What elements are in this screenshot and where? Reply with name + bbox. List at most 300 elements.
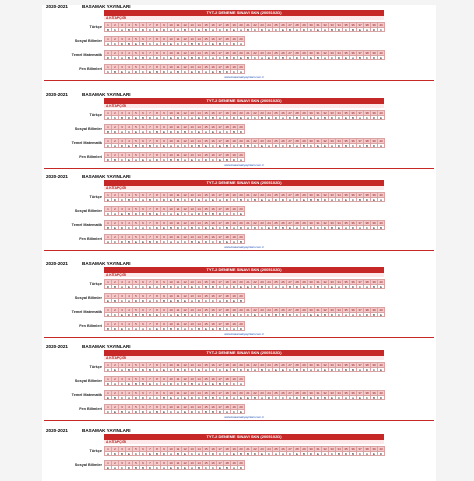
answer-letter: C: [147, 42, 154, 47]
answer-letter: E: [357, 28, 364, 33]
answer-letter: D: [294, 396, 301, 401]
exam-title: TYT-2 DENEME SINAVI SKN (2005102D): [104, 180, 384, 186]
question-number: 30: [308, 280, 315, 285]
answer-letter: B: [210, 116, 217, 121]
answer-letter: E: [357, 396, 364, 401]
publisher-name: BASAMAK YAYINLARI: [82, 174, 131, 179]
question-number: 13: [189, 447, 196, 452]
question-number: 30: [308, 139, 315, 144]
question-number: 17: [217, 447, 224, 452]
question-number: 1: [105, 139, 112, 144]
question-number: 10: [168, 51, 175, 56]
question-number: 40: [378, 193, 385, 198]
answer-letter: C: [161, 56, 168, 61]
question-number: 1: [105, 322, 112, 327]
question-number: 8: [154, 405, 161, 410]
question-number: 33: [329, 111, 336, 116]
answer-letter: E: [371, 226, 378, 231]
answer-letter: C: [112, 56, 119, 61]
school-year: 2020-2021: [46, 174, 68, 179]
question-number: 4: [126, 139, 133, 144]
answer-letter: E: [105, 466, 112, 471]
answer-grid: [104, 446, 385, 456]
question-number: 2: [112, 363, 119, 368]
question-number: 33: [329, 308, 336, 313]
answer-letter: C: [231, 212, 238, 217]
answer-letter: C: [273, 396, 280, 401]
answer-letter: B: [112, 70, 119, 75]
website-link: www.basamakyayinlari.com.tr: [224, 415, 264, 419]
answer-letter: B: [210, 410, 217, 415]
answer-letter: E: [217, 144, 224, 149]
answer-letter: D: [161, 327, 168, 332]
answer-letter: D: [147, 313, 154, 318]
answer-letter: A: [231, 327, 238, 332]
question-number: 26: [280, 280, 287, 285]
answer-letter: A: [133, 158, 140, 163]
answer-letter: D: [133, 368, 140, 373]
answer-letter: A: [175, 285, 182, 290]
answer-letter: D: [336, 56, 343, 61]
answer-letter: E: [168, 116, 175, 121]
answer-letter: C: [371, 368, 378, 373]
question-number: 4: [126, 193, 133, 198]
answer-letter: C: [112, 116, 119, 121]
answer-letter: E: [315, 452, 322, 457]
question-number: 22: [252, 23, 259, 28]
question-number: 3: [119, 23, 126, 28]
question-number: 12: [182, 377, 189, 382]
question-number: 6: [140, 207, 147, 212]
answer-letter: D: [259, 28, 266, 33]
answer-letter: D: [280, 198, 287, 203]
answer-letter: E: [147, 70, 154, 75]
answer-letter: C: [280, 396, 287, 401]
question-number: 19: [231, 377, 238, 382]
answer-letter: E: [238, 56, 245, 61]
question-number: 28: [294, 193, 301, 198]
question-number: 11: [175, 308, 182, 313]
answer-grid: [104, 220, 385, 230]
answer-letter: E: [343, 56, 350, 61]
subject-name: Fen Bilimleri: [79, 154, 102, 159]
booklet-label: A KİTAPÇIĞI: [104, 186, 384, 190]
answer-letter: D: [119, 240, 126, 245]
answer-letter: E: [154, 327, 161, 332]
answer-letter: C: [301, 226, 308, 231]
question-number: 23: [259, 447, 266, 452]
question-number: 40: [378, 51, 385, 56]
answer-letter: E: [112, 226, 119, 231]
answer-letter: A: [245, 116, 252, 121]
question-number: 15: [203, 235, 210, 240]
answer-letter: E: [259, 452, 266, 457]
question-number: 12: [182, 294, 189, 299]
question-number: 2: [112, 461, 119, 466]
answer-letter: A: [196, 382, 203, 387]
school-year: 2020-2021: [46, 92, 68, 97]
question-number: 5: [133, 308, 140, 313]
question-number: 11: [175, 193, 182, 198]
answer-letter: A: [105, 452, 112, 457]
answer-letter: B: [336, 452, 343, 457]
question-number: 19: [231, 461, 238, 466]
answer-letter: C: [364, 116, 371, 121]
answer-letter: E: [168, 42, 175, 47]
question-number: 29: [301, 391, 308, 396]
question-number: 19: [231, 51, 238, 56]
publisher-name: BASAMAK YAYINLARI: [82, 261, 131, 266]
answer-letter: A: [119, 368, 126, 373]
question-number: 3: [119, 51, 126, 56]
answer-letter: B: [259, 368, 266, 373]
answer-letter: D: [196, 70, 203, 75]
question-number: 1: [105, 235, 112, 240]
question-number: 13: [189, 322, 196, 327]
question-number: 17: [217, 153, 224, 158]
question-number: 27: [287, 193, 294, 198]
question-number: 9: [161, 405, 168, 410]
question-number: 27: [287, 51, 294, 56]
question-number: 12: [182, 391, 189, 396]
question-number: 27: [287, 23, 294, 28]
answer-letter: E: [126, 452, 133, 457]
question-number: 10: [168, 363, 175, 368]
question-number: 23: [259, 111, 266, 116]
question-number: 2: [112, 23, 119, 28]
question-number: 4: [126, 391, 133, 396]
question-number: 6: [140, 111, 147, 116]
answer-letter: B: [238, 299, 245, 304]
question-number: 17: [217, 322, 224, 327]
answer-letter: C: [231, 382, 238, 387]
question-number: 9: [161, 111, 168, 116]
answer-letter: D: [196, 42, 203, 47]
question-number: 20: [238, 23, 245, 28]
answer-letter: E: [119, 212, 126, 217]
question-number: 5: [133, 280, 140, 285]
answer-letter: A: [203, 368, 210, 373]
question-number: 12: [182, 37, 189, 42]
answer-letter: C: [301, 56, 308, 61]
answer-letter: E: [168, 198, 175, 203]
answer-letter: D: [119, 226, 126, 231]
answer-letter: D: [364, 198, 371, 203]
answer-letter: C: [252, 116, 259, 121]
answer-letter: C: [154, 466, 161, 471]
answer-letter: D: [231, 158, 238, 163]
question-number: 20: [238, 377, 245, 382]
answer-letter: A: [175, 240, 182, 245]
question-number: 37: [357, 221, 364, 226]
question-number: 15: [203, 207, 210, 212]
question-number: 4: [126, 447, 133, 452]
question-number: 17: [217, 23, 224, 28]
answer-letter: B: [231, 368, 238, 373]
answer-letter: E: [105, 198, 112, 203]
question-number: 2: [112, 235, 119, 240]
question-number: 23: [259, 51, 266, 56]
question-number: 17: [217, 139, 224, 144]
question-number: 16: [210, 235, 217, 240]
answer-letter: D: [105, 56, 112, 61]
answer-letter: E: [245, 285, 252, 290]
answer-letter: B: [231, 130, 238, 135]
divider-line: [44, 80, 434, 81]
question-number: 26: [280, 447, 287, 452]
answer-letter: A: [273, 285, 280, 290]
answer-letter: D: [140, 212, 147, 217]
question-number: 19: [231, 405, 238, 410]
question-number: 29: [301, 111, 308, 116]
answer-letter: C: [210, 158, 217, 163]
question-number: 16: [210, 308, 217, 313]
question-number: 8: [154, 153, 161, 158]
question-number: 18: [224, 322, 231, 327]
answer-letter: C: [336, 116, 343, 121]
answer-letter: C: [196, 226, 203, 231]
answer-letter: D: [294, 56, 301, 61]
question-number: 7: [147, 322, 154, 327]
question-number: 10: [168, 308, 175, 313]
question-number: 35: [343, 221, 350, 226]
answer-letter: D: [119, 144, 126, 149]
question-number: 20: [238, 405, 245, 410]
answer-letter: E: [140, 158, 147, 163]
answer-letter: A: [196, 452, 203, 457]
question-number: 19: [231, 280, 238, 285]
answer-letter: D: [112, 130, 119, 135]
question-number: 31: [315, 111, 322, 116]
answer-letter: E: [315, 313, 322, 318]
answer-letter: A: [133, 226, 140, 231]
question-number: 9: [161, 139, 168, 144]
question-number: 4: [126, 294, 133, 299]
publisher-name: BASAMAK YAYINLARI: [82, 92, 131, 97]
answer-letter: C: [287, 368, 294, 373]
question-number: 3: [119, 322, 126, 327]
question-number: 24: [266, 193, 273, 198]
answer-letter: A: [168, 70, 175, 75]
question-number: 20: [238, 235, 245, 240]
answer-letter: D: [245, 368, 252, 373]
answer-letter: B: [119, 452, 126, 457]
answer-letter: A: [224, 285, 231, 290]
answer-letter: B: [315, 285, 322, 290]
answer-letter: D: [364, 313, 371, 318]
question-number: 12: [182, 461, 189, 466]
answer-letter: E: [189, 285, 196, 290]
question-number: 7: [147, 23, 154, 28]
answer-letter: C: [196, 410, 203, 415]
question-number: 16: [210, 391, 217, 396]
question-number: 28: [294, 363, 301, 368]
answer-letter: D: [203, 313, 210, 318]
answer-letter: C: [378, 28, 385, 33]
question-number: 25: [273, 139, 280, 144]
answer-letter: D: [140, 28, 147, 33]
question-number: 18: [224, 391, 231, 396]
answer-letter: B: [203, 285, 210, 290]
question-number: 6: [140, 308, 147, 313]
answer-letter: B: [126, 198, 133, 203]
answer-letter: D: [210, 313, 217, 318]
answer-letter: E: [168, 56, 175, 61]
answer-letter: E: [182, 410, 189, 415]
answer-letter: E: [133, 56, 140, 61]
answer-letter: E: [168, 396, 175, 401]
answer-letter: E: [238, 396, 245, 401]
question-number: 19: [231, 207, 238, 212]
question-number: 8: [154, 139, 161, 144]
answer-letter: C: [147, 226, 154, 231]
question-number: 17: [217, 65, 224, 70]
answer-letter: A: [182, 158, 189, 163]
question-number: 2: [112, 139, 119, 144]
question-number: 3: [119, 139, 126, 144]
question-number: 25: [273, 23, 280, 28]
question-number: 12: [182, 363, 189, 368]
question-number: 39: [371, 280, 378, 285]
question-number: 36: [350, 280, 357, 285]
subject-name: Türkçe: [89, 112, 102, 117]
answer-letter: A: [252, 368, 259, 373]
question-number: 8: [154, 111, 161, 116]
question-number: 10: [168, 23, 175, 28]
question-number: 10: [168, 125, 175, 130]
question-number: 32: [322, 51, 329, 56]
question-number: 10: [168, 221, 175, 226]
question-number: 5: [133, 153, 140, 158]
website-link: www.basamakyayinlari.com.tr: [224, 75, 264, 79]
question-number: 19: [231, 322, 238, 327]
answer-letter: E: [259, 144, 266, 149]
answer-letter: C: [189, 28, 196, 33]
answer-letter: A: [126, 70, 133, 75]
question-number: 39: [371, 51, 378, 56]
answer-letter: A: [168, 240, 175, 245]
subject-name: Fen Bilimleri: [79, 236, 102, 241]
subject-name: Türkçe: [89, 194, 102, 199]
answer-letter: D: [322, 198, 329, 203]
answer-letter: C: [175, 42, 182, 47]
answer-letter: B: [140, 116, 147, 121]
question-number: 13: [189, 207, 196, 212]
answer-letter: D: [140, 144, 147, 149]
answer-letter: C: [273, 28, 280, 33]
question-number: 8: [154, 280, 161, 285]
question-number: 16: [210, 221, 217, 226]
question-number: 32: [322, 193, 329, 198]
question-number: 39: [371, 139, 378, 144]
answer-letter: C: [252, 144, 259, 149]
question-number: 5: [133, 235, 140, 240]
question-number: 16: [210, 193, 217, 198]
question-number: 36: [350, 391, 357, 396]
question-number: 2: [112, 294, 119, 299]
question-number: 25: [273, 391, 280, 396]
question-number: 36: [350, 51, 357, 56]
answer-letter: E: [126, 285, 133, 290]
question-number: 14: [196, 322, 203, 327]
answer-letter: A: [245, 226, 252, 231]
answer-letter: B: [140, 382, 147, 387]
answer-letter: A: [133, 198, 140, 203]
answer-letter: B: [245, 452, 252, 457]
answer-letter: C: [224, 116, 231, 121]
question-number: 34: [336, 111, 343, 116]
answer-letter: B: [189, 226, 196, 231]
answer-letter: D: [273, 56, 280, 61]
question-number: 1: [105, 405, 112, 410]
answer-letter: D: [203, 240, 210, 245]
subject-name: Türkçe: [89, 24, 102, 29]
answer-letter: B: [140, 56, 147, 61]
question-number: 20: [238, 153, 245, 158]
question-number: 16: [210, 363, 217, 368]
question-number: 19: [231, 221, 238, 226]
question-number: 40: [378, 391, 385, 396]
question-number: 5: [133, 37, 140, 42]
answer-letter: A: [231, 466, 238, 471]
question-number: 7: [147, 51, 154, 56]
answer-letter: E: [329, 396, 336, 401]
answer-letter: E: [140, 240, 147, 245]
question-number: 31: [315, 280, 322, 285]
answer-letter: D: [238, 466, 245, 471]
answer-letter: A: [147, 158, 154, 163]
answer-letter: C: [357, 285, 364, 290]
question-number: 2: [112, 221, 119, 226]
answer-letter: E: [231, 452, 238, 457]
answer-letter: D: [308, 226, 315, 231]
answer-letter: D: [175, 226, 182, 231]
question-number: 22: [252, 280, 259, 285]
answer-letter: D: [112, 327, 119, 332]
answer-letter: D: [224, 28, 231, 33]
question-number: 11: [175, 294, 182, 299]
question-number: 21: [245, 193, 252, 198]
answer-letter: A: [231, 240, 238, 245]
answer-letter: E: [112, 368, 119, 373]
question-number: 34: [336, 221, 343, 226]
website-link: www.basamakyayinlari.com.tr: [224, 163, 264, 167]
school-year: 2020-2021: [46, 4, 68, 9]
question-number: 13: [189, 391, 196, 396]
answer-letter: C: [105, 144, 112, 149]
answer-letter: D: [182, 368, 189, 373]
answer-letter: D: [315, 396, 322, 401]
answer-letter: D: [224, 382, 231, 387]
answer-letter: D: [287, 313, 294, 318]
question-number: 21: [245, 363, 252, 368]
question-number: 14: [196, 153, 203, 158]
question-number: 7: [147, 111, 154, 116]
answer-letter: B: [259, 285, 266, 290]
answer-letter: C: [217, 368, 224, 373]
question-number: 37: [357, 23, 364, 28]
answer-letter: C: [280, 144, 287, 149]
answer-letter: A: [140, 327, 147, 332]
answer-letter: B: [147, 212, 154, 217]
answer-letter: C: [119, 466, 126, 471]
answer-letter: B: [105, 28, 112, 33]
question-number: 17: [217, 221, 224, 226]
question-number: 11: [175, 23, 182, 28]
answer-letter: A: [175, 56, 182, 61]
question-number: 3: [119, 125, 126, 130]
answer-letter: B: [224, 56, 231, 61]
